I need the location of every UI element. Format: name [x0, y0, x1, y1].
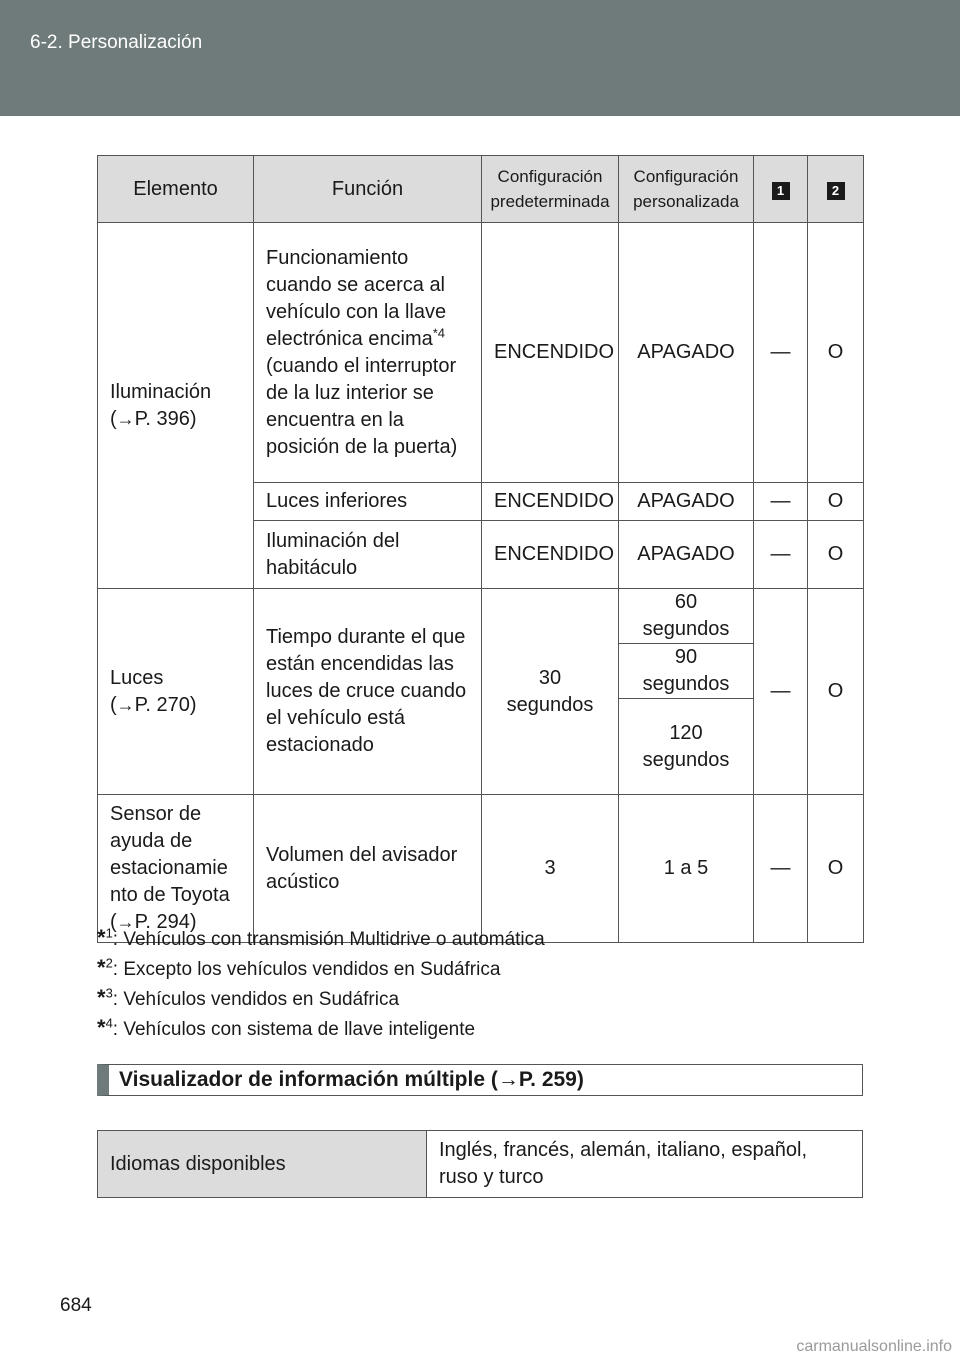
cell-custom: APAGADO [619, 223, 754, 483]
cell-elemento-sensor: Sensor de ayuda de estacionamie nto de Toyota (→P. 294) [98, 795, 254, 943]
cell-flag-1: — [754, 795, 808, 943]
cell-flag-1: — [754, 483, 808, 521]
page-number: 684 [60, 1295, 92, 1316]
cell-custom: APAGADO [619, 483, 754, 521]
section-heading: Visualizador de información múltiple (→P. 259) [97, 1064, 863, 1096]
cell-custom-option: 60 segundos [619, 589, 754, 644]
cell-default: ENCENDIDO [482, 223, 619, 483]
cell-custom: 1 a 5 [619, 795, 754, 943]
cell-flag-1: — [754, 223, 808, 483]
cell-funcion: Tiempo durante el que están encendidas las luces de cruce cuando el vehículo está estacionado [254, 589, 482, 795]
table-row [98, 223, 864, 483]
cell-flag-1: — [754, 521, 808, 589]
badge-2: 2 [827, 182, 845, 200]
cell-flag-2: O [808, 589, 864, 795]
cell-default: ENCENDIDO [482, 483, 619, 521]
section-title: 6-2. Personalización [30, 32, 203, 53]
cell-custom: APAGADO [619, 521, 754, 589]
page-header [0, 0, 960, 116]
col-badge-2 [808, 156, 864, 223]
badge-1: 1 [772, 182, 790, 200]
cell-elemento-luces: Luces (→P. 270) [98, 589, 254, 795]
languages-value: Inglés, francés, alemán, italiano, español, ruso y turco [427, 1131, 863, 1198]
col-elemento: Elemento [98, 156, 254, 223]
table-row [98, 1131, 863, 1198]
cell-funcion: Iluminación del habitáculo [254, 521, 482, 589]
table-row [98, 795, 864, 943]
cell-custom-option: 120 segundos [619, 699, 754, 795]
cell-flag-1: — [754, 589, 808, 795]
col-badge-1 [754, 156, 808, 223]
col-custom: Configuración personalizada [619, 156, 754, 223]
footnote: *$^1$: Vehículos con transmisión Multidrive o automática [97, 925, 545, 950]
cell-default: ENCENDIDO [482, 521, 619, 589]
cell-flag-2: O [808, 223, 864, 483]
cell-flag-2: O [808, 483, 864, 521]
cell-funcion: Luces inferiores [254, 483, 482, 521]
footnote: *$^4$: Vehículos con sistema de llave inteligente [97, 1015, 476, 1040]
languages-label: Idiomas disponibles [98, 1131, 427, 1198]
watermark: carmanualsonline.info [796, 1338, 952, 1355]
footnote: *$^2$: Excepto los vehículos vendidos en Sudáfrica [97, 955, 501, 980]
cell-flag-2: O [808, 795, 864, 943]
footnote: *$^3$: Vehículos vendidos en Sudáfrica [97, 985, 400, 1010]
cell-default: 3 [482, 795, 619, 943]
cell-default: 30 segundos [482, 589, 619, 795]
languages-table [97, 1130, 863, 1198]
col-funcion: Función [254, 156, 482, 223]
col-default: Configuración predeterminada [482, 156, 619, 223]
cell-funcion: Funcionamiento cuando se acerca al vehículo con la llave electrónica encima$^{*4}$ (cuando el interruptor de la luz interior se encuentra en la posición de la puerta) [254, 223, 482, 483]
table-row [98, 589, 864, 644]
customization-table [97, 155, 864, 943]
cell-custom-option: 90 segundos [619, 644, 754, 699]
table-header-row [98, 156, 864, 223]
cell-flag-2: O [808, 521, 864, 589]
cell-elemento-iluminacion: Iluminación (→P. 396) [98, 223, 254, 589]
cell-funcion: Volumen del avisador acústico [254, 795, 482, 943]
footnotes [97, 924, 545, 1044]
